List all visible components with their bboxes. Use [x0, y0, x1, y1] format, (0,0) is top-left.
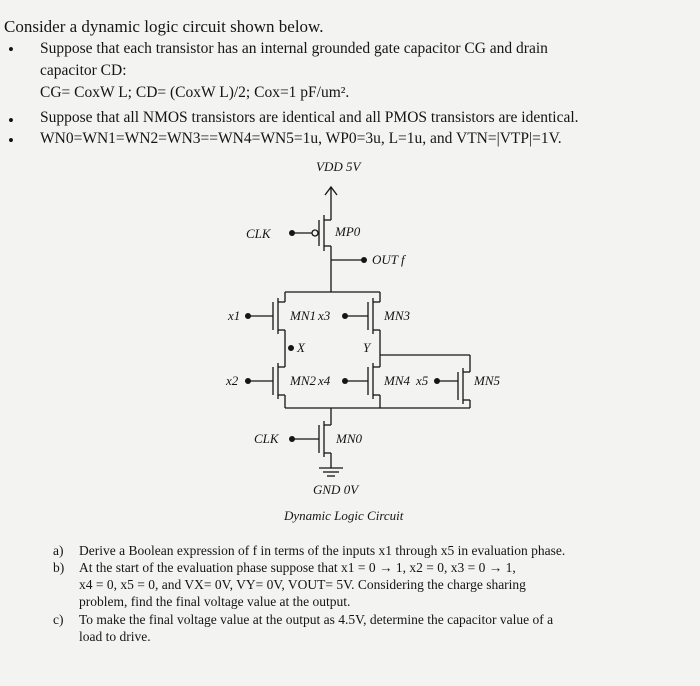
capacitance-formulas: CG= CoxW L; CD= (CoxW L)/2; Cox=1 pF/um².: [40, 84, 350, 101]
x4-terminal: [342, 378, 348, 384]
question-c-line-2: load to drive.: [79, 629, 151, 644]
x1-label: x1: [228, 308, 241, 323]
question-b-line-2: x4 = 0, x5 = 0, and VX= 0V, VY= 0V, VOUT= 5V. Considering the charge sharing: [79, 577, 526, 592]
vdd-label: VDD 5V: [316, 159, 361, 174]
node-y-label: Y: [363, 340, 371, 355]
question-b-line-1: At the start of the evaluation phase suppose that x1 = 0 → 1, x2 = 0, x3 = 0 → 1,: [79, 560, 516, 575]
mn4-label: MN4: [384, 373, 410, 388]
mn5-label: MN5: [474, 373, 500, 388]
clk-top-terminal: [289, 230, 295, 236]
question-a-text: Derive a Boolean expression of f in terms of the inputs x1 through x5 in evaluation phase.: [79, 543, 566, 558]
mn0-label: MN0: [336, 431, 362, 446]
bullet-1: •: [8, 40, 14, 59]
question-c-label: c): [53, 612, 64, 627]
transistor-sizes: WN0=WN1=WN2=WN3==WN4=WN5=1u, WP0=3u, L=1u, and VTN=|VTP|=1V.: [40, 130, 562, 147]
mn2-label: MN2: [290, 373, 316, 388]
question-b-label: b): [53, 560, 65, 575]
x2-label: x2: [226, 373, 239, 388]
assumption-identical: Suppose that all NMOS transistors are identical and all PMOS transistors are identical.: [40, 109, 579, 126]
x5-label: x5: [416, 373, 429, 388]
assumption-capacitance: Suppose that each transistor has an internal grounded gate capacitor CG and drain: [40, 40, 548, 57]
gnd-label: GND 0V: [313, 482, 359, 497]
mn1-label: MN1: [290, 308, 316, 323]
x2-terminal: [245, 378, 251, 384]
node-x-label: X: [297, 340, 305, 355]
circuit-caption: Dynamic Logic Circuit: [284, 508, 404, 523]
clk-top-label: CLK: [246, 226, 271, 241]
bullet-3: •: [8, 131, 14, 150]
clk-bottom-label: CLK: [254, 431, 279, 446]
out-label: OUT f: [372, 252, 405, 267]
clk-bottom-terminal: [289, 436, 295, 442]
assumption-capacitance-cont: capacitor CD:: [40, 62, 127, 79]
x4-label: x4: [318, 373, 331, 388]
question-a-label: a): [53, 543, 64, 558]
x5-terminal: [434, 378, 440, 384]
x1-terminal: [245, 313, 251, 319]
x3-terminal: [342, 313, 348, 319]
intro-text: Consider a dynamic logic circuit shown below.: [4, 17, 324, 36]
bullet-2: •: [8, 111, 14, 130]
question-c-line-1: To make the final voltage value at the output as 4.5V, determine the capacitor value of a: [79, 612, 554, 627]
out-terminal: [361, 257, 367, 263]
mp0-label: MP0: [335, 224, 361, 239]
node-x-dot: [288, 345, 294, 351]
mn3-label: MN3: [384, 308, 410, 323]
x3-label: x3: [318, 308, 331, 323]
question-b-line-3: problem, find the final voltage value at the output.: [79, 594, 351, 609]
